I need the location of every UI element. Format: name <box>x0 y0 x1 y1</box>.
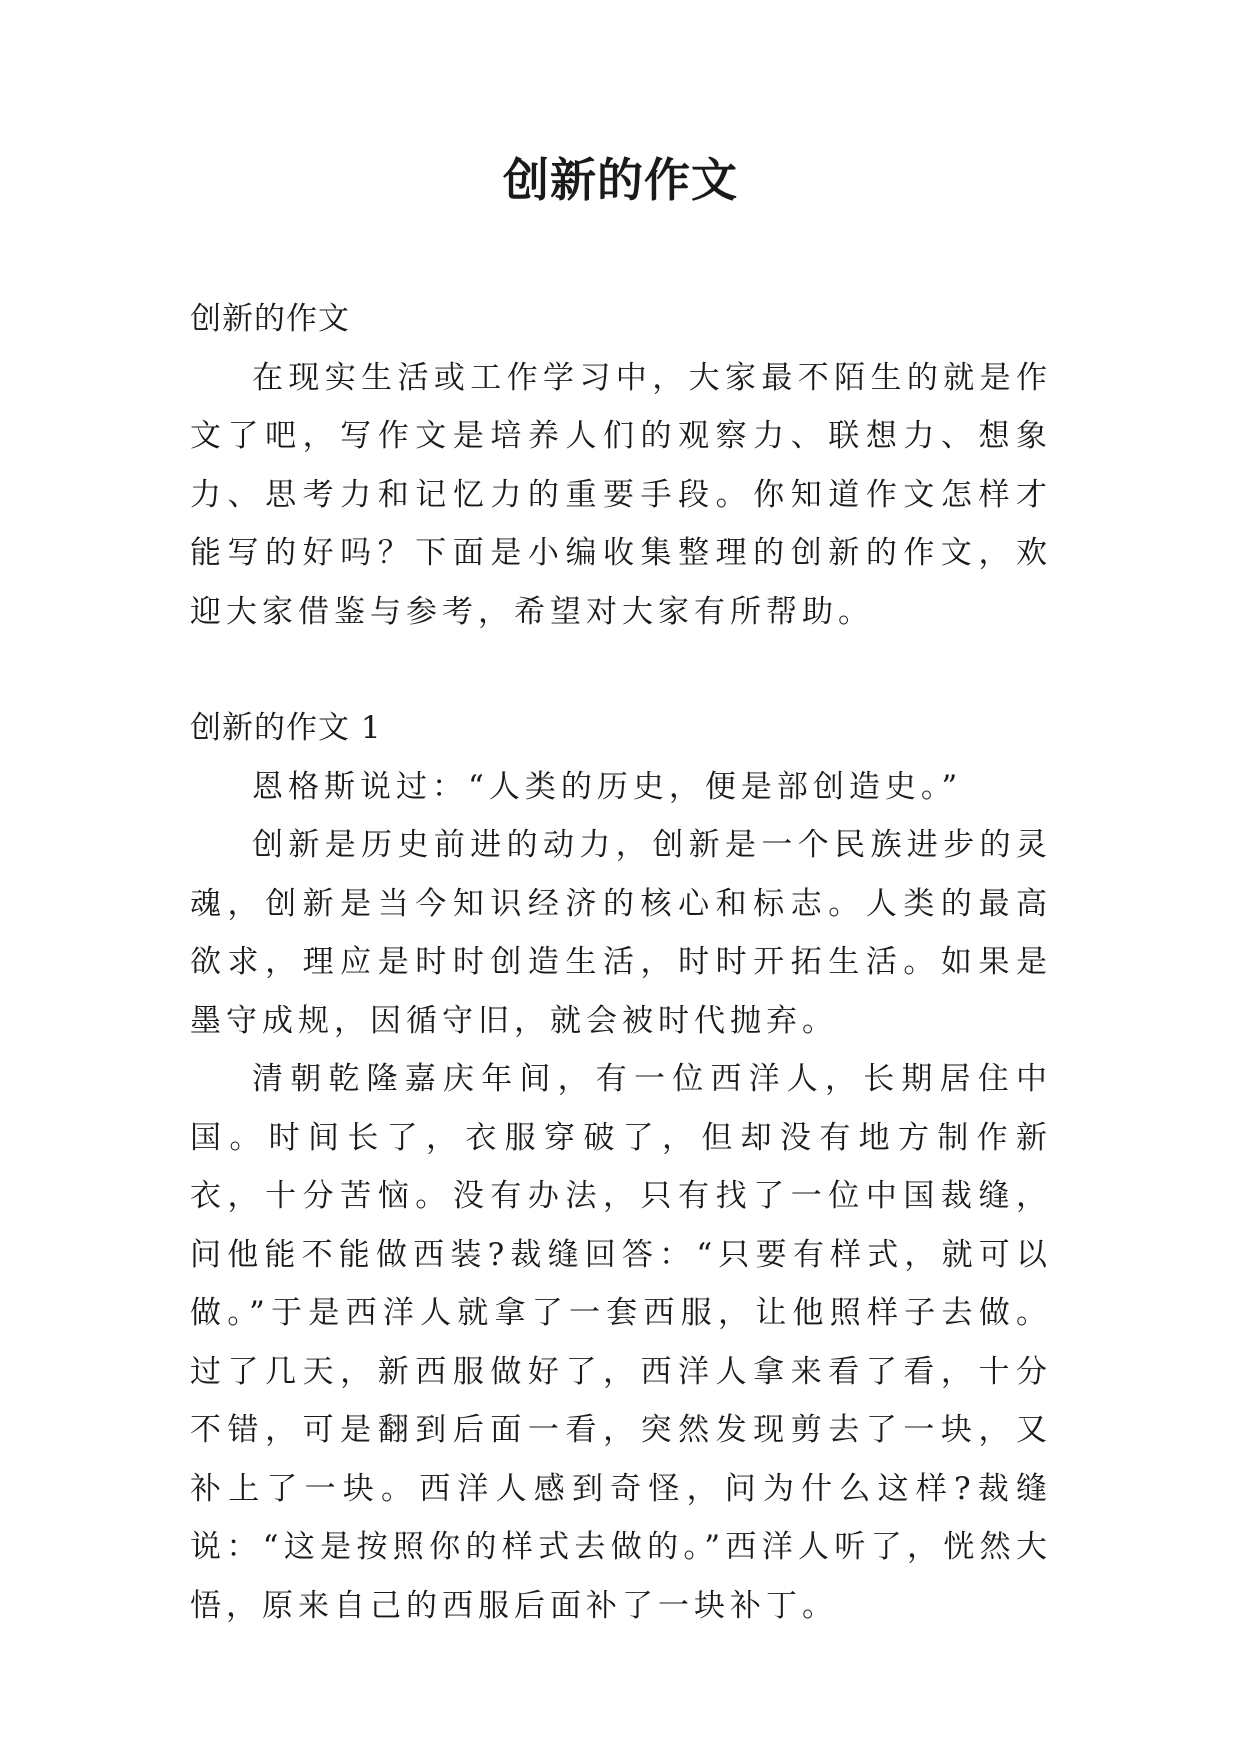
section-heading-intro: 创新的作文 <box>190 301 350 337</box>
document-title: 创新的作文 <box>503 153 738 207</box>
section-heading-essay-1: 创新的作文 1 <box>190 710 382 746</box>
intro-paragraph: 在现实生活或工作学习中，大家最不陌生的就是作文了吧，写作文是培养人们的观察力、联想力、想象力、思考力和记忆力的重要手段。你知道作文怎样才能写的好吗？下面是小编收集整理的创新的作文，欢迎大家借鉴与参考，希望对大家有所帮助。 <box>190 359 1052 630</box>
section-spacer <box>190 641 1052 699</box>
essay-1-paragraph-1: 恩格斯说过：“人类的历史，便是部创造史。” <box>252 768 963 805</box>
document-body <box>190 290 1052 1635</box>
essay-1-paragraph-2: 创新是历史前进的动力，创新是一个民族进步的灵魂，创新是当今知识经济的核心和标志。人类的最高欲求，理应是时时创造生活，时时开拓生活。如果是墨守成规，因循守旧，就会被时代抛弃。 <box>190 827 1052 1039</box>
essay-1-paragraph-3: 清朝乾隆嘉庆年间，有一位西洋人，长期居住中国。时间长了，衣服穿破了，但却没有地方制作新衣，十分苦恼。没有办法，只有找了一位中国裁缝，问他能不能做西装?裁缝回答：“只要有样式，就可以做。”于是西洋人就拿了一套西服，让他照样子去做。过了几天，新西服做好了，西洋人拿来看了看，十分不错，可是翻到后面一看，突然发现剪去了一块，又补上了一块。西洋人感到奇怪，问为什么这样?裁缝说：“这是按照你的样式去做的。”西洋人听了，恍然大悟，原来自己的西服后面补了一块补丁。 <box>190 1061 1052 1624</box>
